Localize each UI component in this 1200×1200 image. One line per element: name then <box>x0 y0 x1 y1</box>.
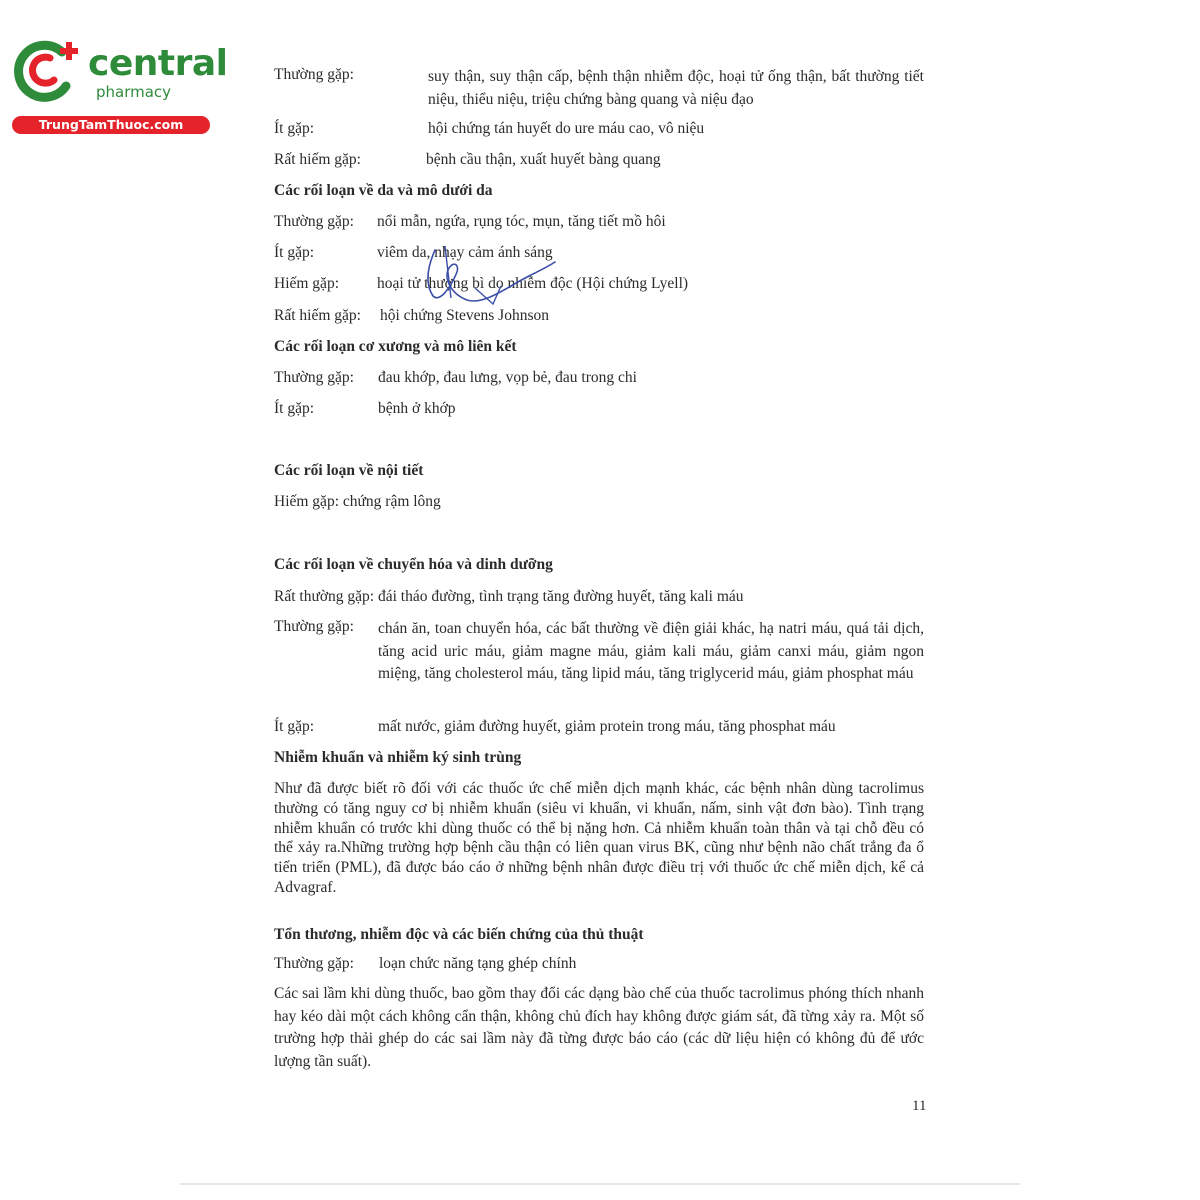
page-number: 11 <box>912 1098 927 1114</box>
freq-line: Rất thường gặp: đái tháo đường, tình trạng tăng đường huyết, tăng kali máu <box>274 588 744 605</box>
brand-name: central <box>88 43 228 84</box>
freq-label: Ít gặp: <box>274 244 315 261</box>
central-logo-icon <box>10 36 88 106</box>
section-heading-musculoskeletal: Các rối loạn cơ xương và mô liên kết <box>274 338 517 355</box>
page-divider <box>180 1183 1020 1185</box>
brand-logo <box>8 36 228 136</box>
freq-text: hoại tử thượng bì do nhiễm độc (Hội chứng Lyell) <box>377 275 689 292</box>
freq-label: Hiếm gặp: <box>274 275 339 292</box>
freq-label: Rất hiếm gặp: <box>274 151 361 168</box>
freq-label: Thường gặp: <box>274 955 354 972</box>
freq-text: hội chứng tán huyết do ure máu cao, vô niệu <box>428 120 705 137</box>
freq-text: đau khớp, đau lưng, vọp bẻ, đau trong chi <box>378 369 637 386</box>
freq-text: bệnh ở khớp <box>378 400 456 417</box>
section-heading-injury: Tổn thương, nhiễm độc và các biến chứng của thủ thuật <box>274 926 644 943</box>
freq-label: Thường gặp: <box>274 369 354 386</box>
freq-line: Hiếm gặp: chứng rậm lông <box>274 493 441 510</box>
brand-subtitle: pharmacy <box>96 83 172 101</box>
section-heading-infections: Nhiễm khuẩn và nhiễm ký sinh trùng <box>274 749 522 766</box>
freq-text: loạn chức năng tạng ghép chính <box>379 955 577 972</box>
freq-label: Rất hiếm gặp: <box>274 307 361 324</box>
freq-text: hội chứng Stevens Johnson <box>380 307 549 324</box>
freq-label: Ít gặp: <box>274 400 315 417</box>
section-heading-skin: Các rối loạn về da và mô dưới da <box>274 182 493 199</box>
freq-label: Ít gặp: <box>274 120 315 137</box>
signature-mark <box>415 238 560 310</box>
section-heading-endocrine: Các rối loạn về nội tiết <box>274 462 424 479</box>
section-heading-metabolism: Các rối loạn về chuyển hóa và dinh dưỡng <box>274 556 553 573</box>
freq-text: nổi mẫn, ngứa, rụng tóc, mụn, tăng tiết mồ hôi <box>377 213 666 230</box>
infections-paragraph: Như đã được biết rõ đối với các thuốc ức chế miễn dịch mạnh khác, các bệnh nhân dùng tacrolimus thường có tăng nguy cơ bị nhiễm khuẩn (siêu vi khuẩn, vi khuẩn, nấm, sinh vật đơn bào). Tình trạng nhiễm khuẩn có trước khi dùng thuốc có thể bị nặng hơn. Cả nhiễm khuẩn toàn thân và tại chỗ đều có thể xảy ra.Những trường hợp bệnh cầu thận có liên quan virus BK, cũng như bệnh não chất trắng đa ổ tiến triển (PML), đã được báo cáo ở những bệnh nhân được điều trị với thuốc ức chế miễn dịch, kể cả Advagraf. <box>274 780 924 896</box>
brand-url-badge[interactable]: TrungTamThuoc.com <box>12 116 210 134</box>
freq-label: Thường gặp: <box>274 66 354 83</box>
freq-text: mất nước, giảm đường huyết, giảm protein trong máu, tăng phosphat máu <box>378 718 836 735</box>
injury-paragraph: Các sai lầm khi dùng thuốc, bao gồm thay đổi các dạng bào chế của thuốc tacrolimus phóng thích nhanh hay kéo dài một cách không cẩn thận, không chủ đích hay không được giám sát, đã từng xảy ra. Một số trường hợp thải ghép do các sai lầm này đã từng được báo cáo (các dữ liệu hiện có không đủ để ước lượng tần suất). <box>274 985 924 1070</box>
freq-text: bệnh cầu thận, xuất huyết bàng quang <box>426 151 661 168</box>
freq-label: Thường gặp: <box>274 618 354 635</box>
freq-label: Thường gặp: <box>274 213 354 230</box>
freq-text: chán ăn, toan chuyển hóa, các bất thường về điện giải khác, hạ natri máu, quá tải dịch, tăng acid uric máu, giảm magne máu, giảm kali máu, giảm canxi máu, giảm ngon miệng, tăng cholesterol máu, tăng lipid máu, tăng triglycerid máu, giảm phosphat máu <box>378 620 924 682</box>
freq-text: viêm da, nhạy cảm ánh sáng <box>377 244 553 261</box>
freq-text: suy thận, suy thận cấp, bệnh thận nhiễm độc, hoại tử ống thận, bất thường tiết niệu, thiểu niệu, triệu chứng bàng quang và niệu đạo <box>428 68 924 108</box>
freq-label: Ít gặp: <box>274 718 315 735</box>
